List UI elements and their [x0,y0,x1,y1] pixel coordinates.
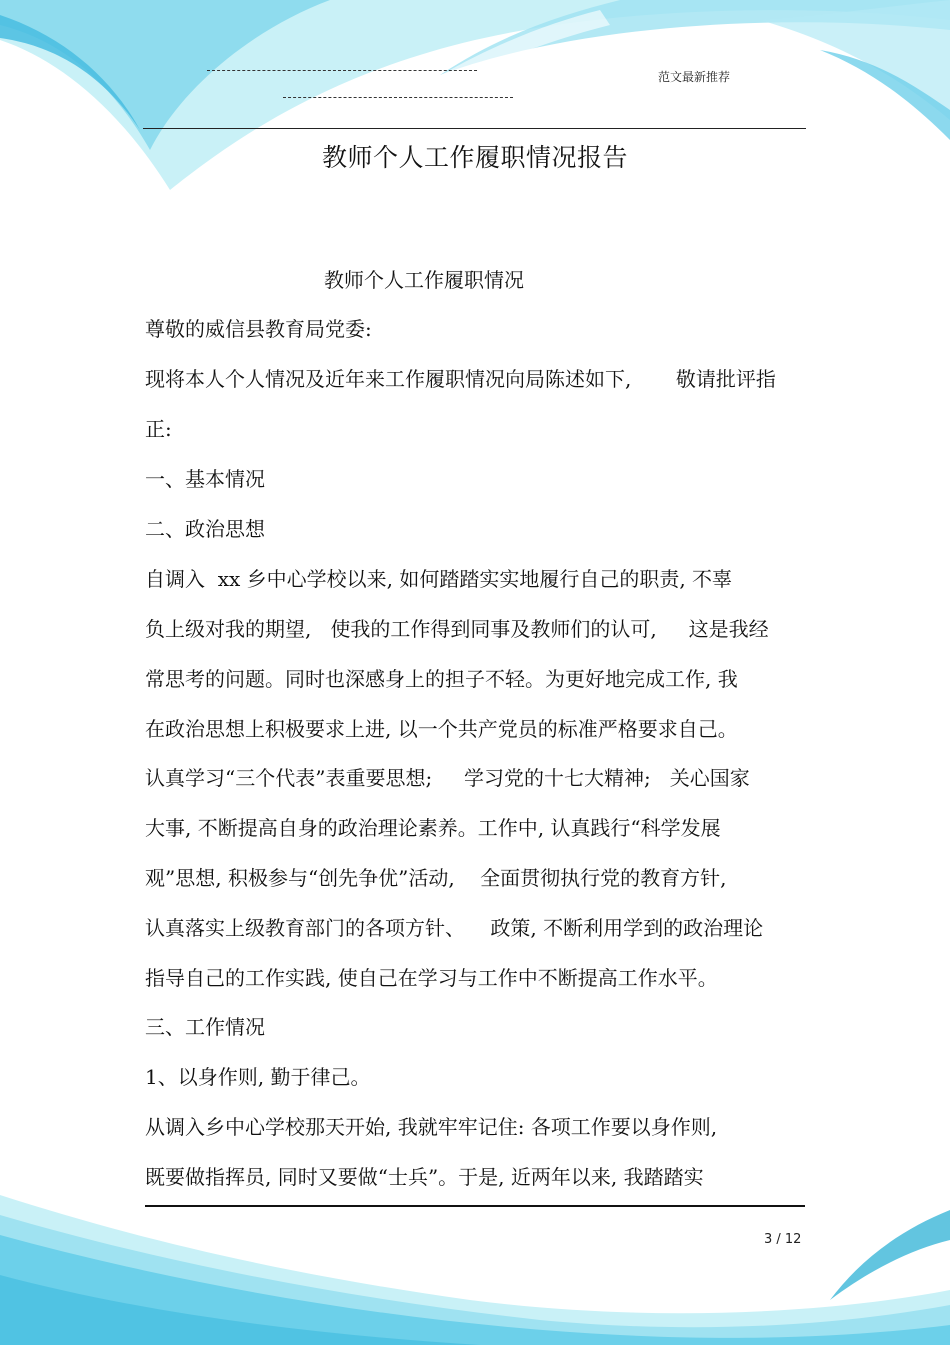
page-number: 3 / 12 [764,1232,802,1247]
body-line: 既要做指挥员, 同时又要做“士兵”。于是, 近两年以来, 我踏踏实 [145,1165,704,1189]
header-rule [143,128,806,129]
body-line: 现将本人个人情况及近年来工作履职情况向局陈述如下, 敬请批评指 [145,367,776,391]
body-line: 大事, 不断提高自身的政治理论素养。工作中, 认真践行“科学发展 [145,816,721,840]
body-line: 负上级对我的期望, 使我的工作得到同事及教师们的认可, 这是我经 [145,617,769,641]
section-heading: 一、基本情况 [145,467,265,491]
body-line: 在政治思想上积极要求上进, 以一个共产党员的标准严格要求自己。 [145,717,738,741]
section-heading: 三、工作情况 [145,1015,265,1039]
header-dashed-line [283,97,513,98]
header-label: 范文最新推荐 [658,70,731,84]
body-line: 认真学习“三个代表”表重要思想; 学习党的十七大精神; 关心国家 [145,766,750,790]
section-heading: 二、政治思想 [145,517,265,541]
document-title: 教师个人工作履职情况报告 [321,143,628,172]
body-line: 正: [145,417,172,441]
body-line: 认真落实上级教育部门的各项方针、 政策, 不断利用学到的政治理论 [145,916,764,940]
body-line: 自调入 xx 乡中心学校以来, 如何踏踏实实地履行自己的职责, 不辜 [145,567,733,591]
subsection-heading: 1、以身作则, 勤于律己。 [145,1065,371,1089]
footer-rule [145,1205,805,1207]
body-line: 常思考的问题。同时也深感身上的担子不轻。为更好地完成工作, 我 [145,667,738,691]
body-line: 尊敬的威信县教育局党委: [145,317,372,341]
body-line: 观”思想, 积极参与“创先争优”活动, 全面贯彻执行党的教育方针, [145,866,727,890]
body-line: 指导自己的工作实践, 使自己在学习与工作中不断提高工作水平。 [145,966,718,990]
document-subtitle: 教师个人工作履职情况 [324,268,524,292]
header-dashed-line [207,70,477,71]
body-line: 从调入乡中心学校那天开始, 我就牢牢记住: 各项工作要以身作则, [145,1115,718,1139]
